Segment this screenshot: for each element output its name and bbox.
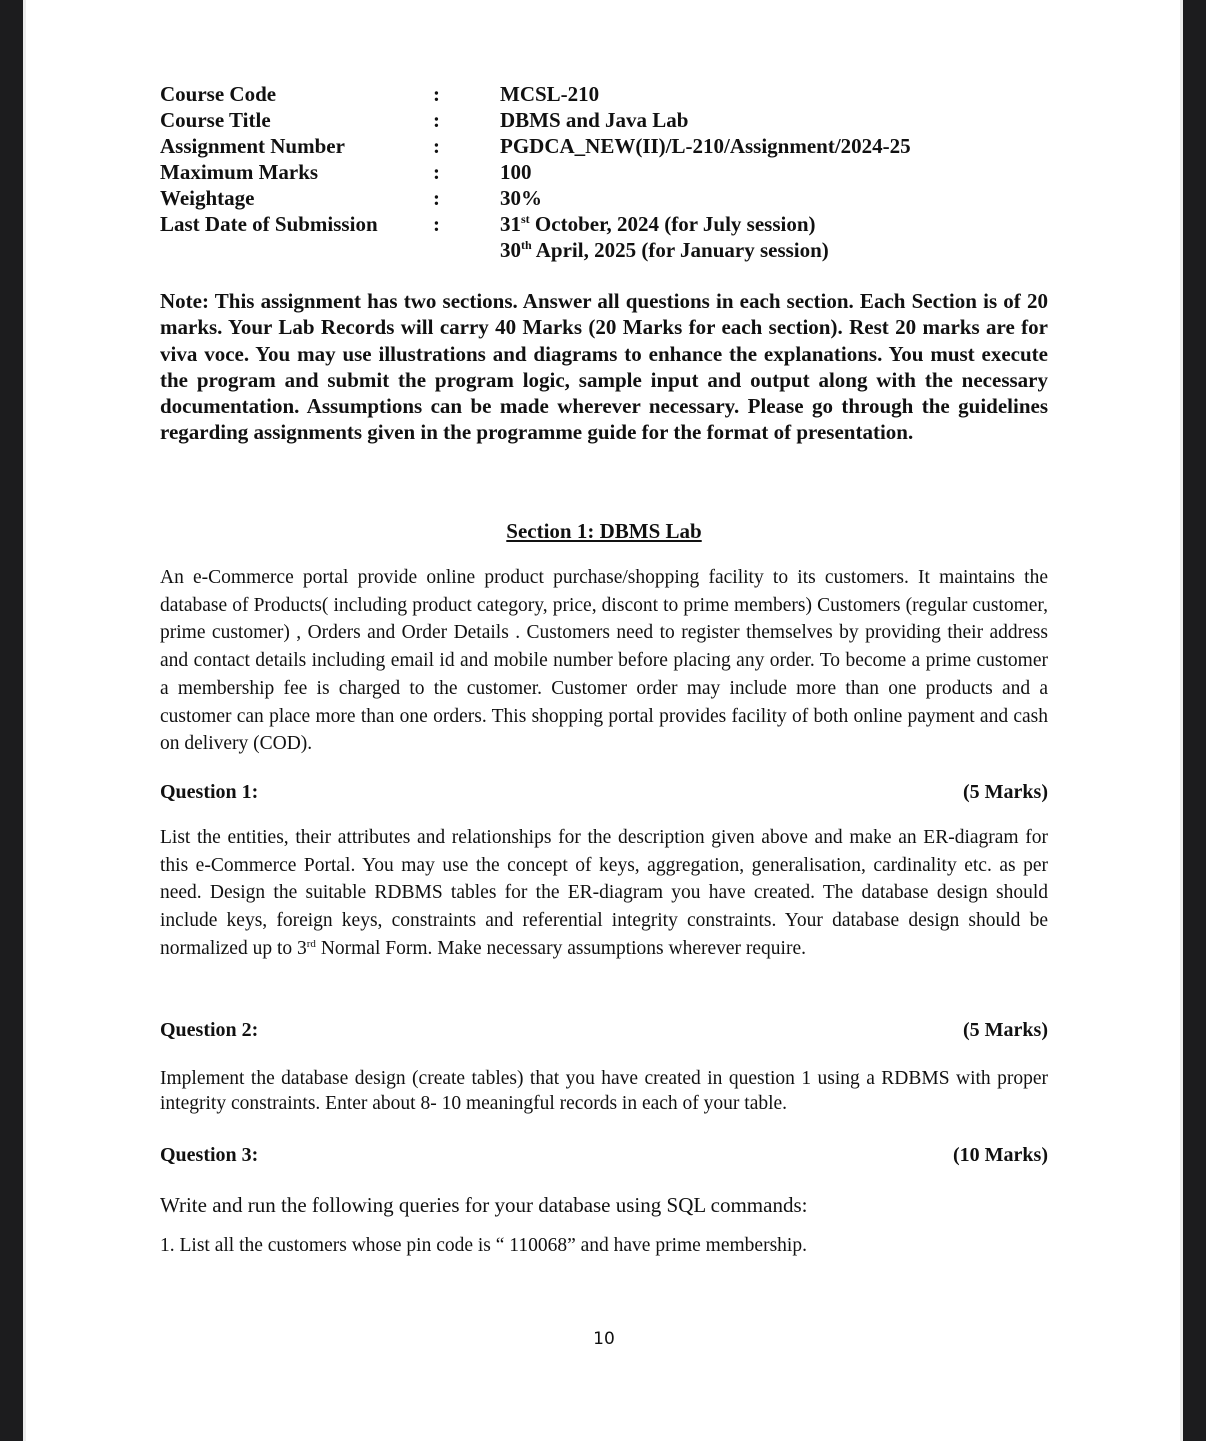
question-1-text [160,824,1048,963]
meta-value: 100 [500,160,532,184]
section-title: Section 1: DBMS Lab [506,519,702,543]
question-marks: (5 Marks) [963,781,1048,803]
question-2-header [160,1017,1048,1043]
meta-colon: : [433,160,440,184]
meta-value: DBMS and Java Lab [500,108,689,132]
meta-colon: : [433,82,440,106]
date-rest: October, 2024 (for July session) [529,212,816,236]
meta-label: Last Date of Submission [160,212,378,236]
meta-colon: : [433,186,440,210]
question-3-item-1: 1. List all the customers whose pin code is “ 110068” and have prime membership. [160,1235,807,1256]
date-rest: April, 2025 (for January session) [531,238,829,262]
meta-row-weightage [160,185,1048,211]
meta-label: Course Title [160,108,271,132]
meta-value-july-session [500,211,816,237]
question-label: Question 2: [160,1019,259,1041]
question-2-text: Implement the database design (create tables) that you have created in question 1 using a RDBMS with proper integrity constraints. Enter about 8- 10 meaningful records in each of your table. [160,1068,1048,1114]
meta-colon: : [433,212,440,236]
meta-label: Assignment Number [160,134,345,158]
question-label: Question 1: [160,781,259,803]
question-marks: (5 Marks) [963,1019,1048,1041]
meta-label: Weightage [160,186,255,210]
ordinal-suffix: rd [306,937,316,950]
page-number: 10 [593,1329,615,1349]
question-1-header [160,779,1048,805]
meta-row-last-date [160,211,1048,237]
question-text: Normal Form. Make necessary assumptions wherever require. [315,937,806,959]
date-day: 30 [500,238,521,262]
meta-row-last-date-2 [160,237,1048,263]
meta-label: Maximum Marks [160,160,319,184]
ordinal-suffix: st [521,212,530,226]
meta-row-course-title [160,107,1048,133]
meta-value-january-session [500,237,829,263]
question-3-intro: Write and run the following queries for your database using SQL commands: [160,1193,808,1217]
meta-row-course-code [160,81,1048,107]
assignment-note: Note: This assignment has two sections. Answer all questions in each section. Each Section is of 20 marks. Your Lab Records will carry 40 Marks (20 Marks for each section). Rest 20 marks are for viva voce. You may use illustrations and diagrams to enhance the explanations. You must execute the program and submit the program logic, sample input and output along with the necessary documentation. Assumptions can be made wherever necessary. Please go through the guidelines regarding assignments given in the programme guide for the format of presentation. [160,289,1048,445]
question-3-header [160,1142,1048,1168]
meta-row-assignment-number [160,133,1048,159]
date-day: 31 [500,212,521,236]
meta-value: 30% [500,186,542,210]
document-page [23,0,1183,1441]
meta-row-maximum-marks [160,159,1048,185]
section-description: An e-Commerce portal provide online product purchase/shopping facility to its customers. It maintains the database of Products( including product category, price, discont to prime members) Customers (regular customer, prime customer) , Orders and Order Details . Customers need to register themselves by providing their address and contact details including email id and mobile number before placing any order. To become a prime customer a membership fee is charged to the customer. Customer order may include more than one products and a customer can place more than one orders. This shopping portal provides facility of both online payment and cash on delivery (COD). [160,567,1048,755]
question-label: Question 3: [160,1144,259,1166]
meta-value: PGDCA_NEW(II)/L-210/Assignment/2024-25 [500,134,911,158]
meta-value: MCSL-210 [500,82,600,106]
question-marks: (10 Marks) [953,1144,1048,1166]
question-text: List the entities, their attributes and relationships for the description given above and make an ER-diagram for this e-Commerce Portal. You may use the concept of keys, aggregation, generalisation, cardinality etc. as per need. Design the suitable RDBMS tables for the ER-diagram you have created. The database design should include keys, foreign keys, constraints and referential integrity constraints. Your database design should be normalized up to 3 [160,827,1048,959]
ordinal-suffix: th [521,238,532,252]
meta-label: Course Code [160,82,277,106]
assignment-metadata [160,81,1048,263]
meta-colon: : [433,108,440,132]
meta-colon: : [433,134,440,158]
